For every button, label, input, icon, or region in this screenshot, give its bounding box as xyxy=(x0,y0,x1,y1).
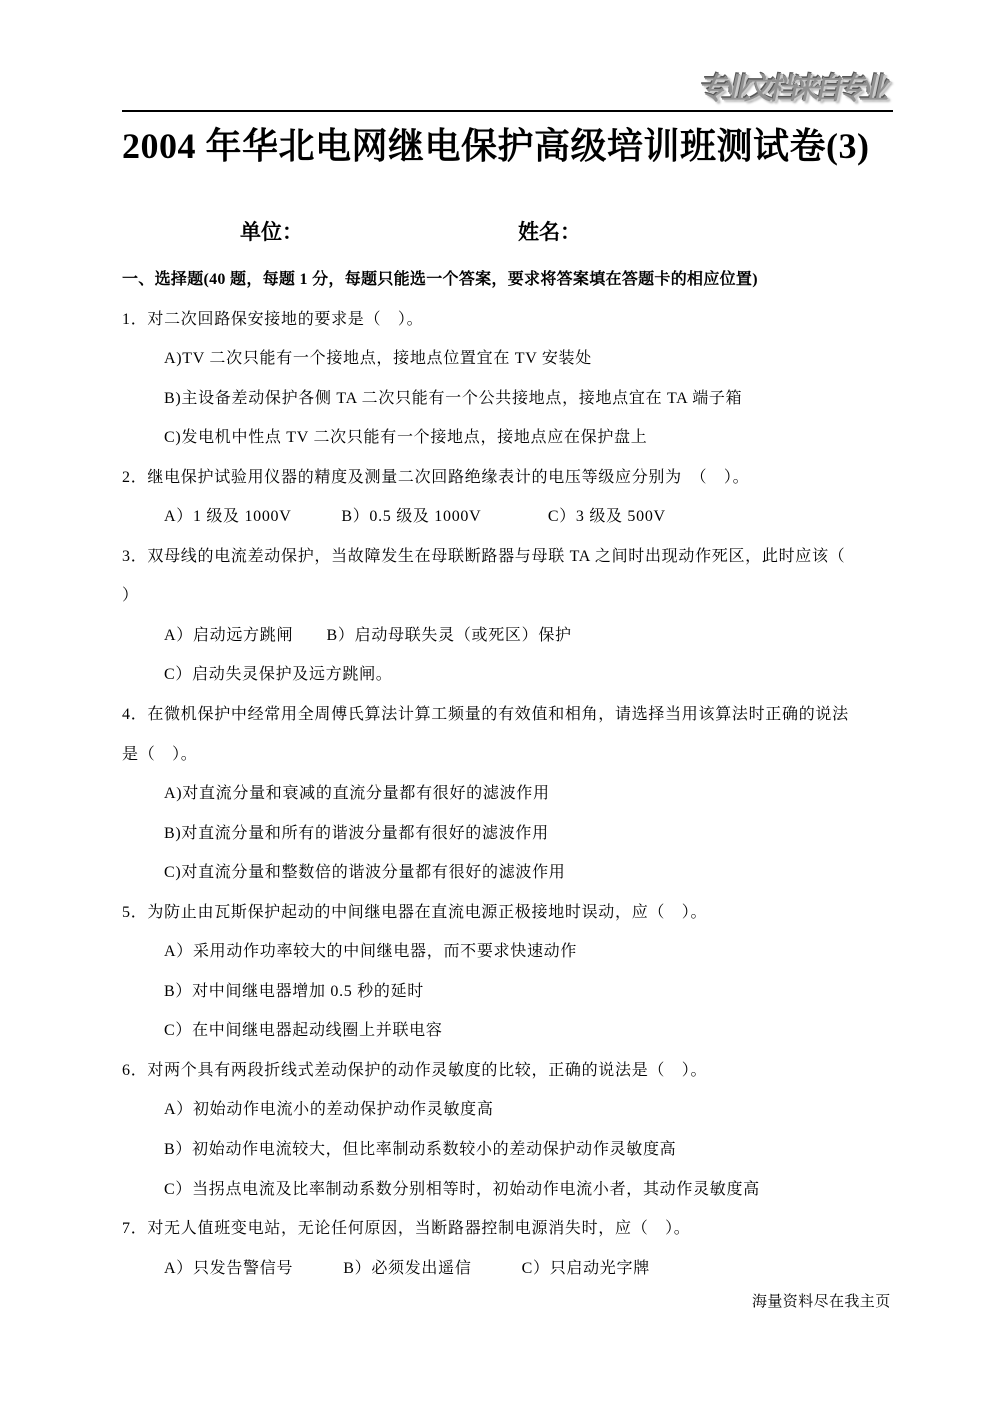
question-4-stem-line-1: 4．在微机保护中经常用全周傅氏算法计算工频量的有效值和相角，请选择当用该算法时正确的说法 xyxy=(122,706,849,724)
question-3-option-c: C）启动失灵保护及远方跳闸。 xyxy=(164,666,393,684)
question-6-option-c: C）当拐点电流及比率制动系数分别相等时，初始动作电流小者，其动作灵敏度高 xyxy=(164,1180,760,1198)
question-4-stem-line-2: 是（ ）。 xyxy=(122,745,198,763)
question-6-option-b: B）初始动作电流较大，但比率制动系数较小的差动保护动作灵敏度高 xyxy=(164,1141,677,1159)
section-header: 一、选择题(40 题，每题 1 分，每题只能选一个答案，要求将答案填在答题卡的相应位置) xyxy=(122,271,758,288)
question-list xyxy=(122,260,922,1288)
question-5-option-c: C）在中间继电器起动线圈上并联电容 xyxy=(164,1022,443,1040)
question-2-stem: 2．继电保护试验用仪器的精度及测量二次回路绝缘表计的电压等级应分别为 （ ）。 xyxy=(122,468,750,486)
footer-note: 海量资料尽在我主页 xyxy=(752,1294,891,1310)
question-6-stem: 6．对两个具有两段折线式差动保护的动作灵敏度的比较，正确的说法是（ ）。 xyxy=(122,1061,708,1079)
name-label: 姓名： xyxy=(518,220,581,244)
question-4-option-b: B)对直流分量和所有的谐波分量都有很好的滤波作用 xyxy=(164,824,549,842)
question-1-option-b: B)主设备差动保护各侧 TA 二次只能有一个公共接地点，接地点宜在 TA 端子箱 xyxy=(164,389,743,407)
question-5-option-b: B）对中间继电器增加 0.5 秒的延时 xyxy=(164,982,424,1000)
question-1-option-a: A)TV 二次只能有一个接地点，接地点位置宜在 TV 安装处 xyxy=(164,350,592,368)
question-7-options: A）只发告警信号 B）必须发出遥信 C）只启动光字牌 xyxy=(164,1259,650,1277)
question-5-option-a: A）采用动作功率较大的中间继电器，而不要求快速动作 xyxy=(164,943,578,961)
question-7-stem: 7．对无人值班变电站，无论任何原因，当断路器控制电源消失时，应（ ）。 xyxy=(122,1220,691,1238)
unit-label: 单位： xyxy=(240,220,303,244)
question-6-option-a: A）初始动作电流小的差动保护动作灵敏度高 xyxy=(164,1101,494,1119)
watermark-logo: 专业文档来自专业 xyxy=(696,72,888,106)
question-2-options: A）1 级及 1000V B）0.5 级及 1000V C）3 级及 500V xyxy=(164,508,666,526)
question-1-stem: 1．对二次回路保安接地的要求是（ ）。 xyxy=(122,310,424,328)
question-3-stem-line-1: 3．双母线的电流差动保护，当故障发生在母联断路器与母联 TA 之间时出现动作死区，此时应该（ xyxy=(122,547,846,565)
question-3-options-ab: A）启动远方跳闸 B）启动母联失灵（或死区）保护 xyxy=(164,626,572,644)
header-divider xyxy=(122,110,893,112)
question-4-option-a: A)对直流分量和衰减的直流分量都有很好的滤波作用 xyxy=(164,785,550,803)
page-title: 2004 年华北电网继电保护高级培训班测试卷(3) xyxy=(122,126,870,166)
question-3-stem-line-2: ） xyxy=(122,587,139,605)
question-1-option-c: C)发电机中性点 TV 二次只能有一个接地点，接地点应在保护盘上 xyxy=(164,429,648,447)
question-5-stem: 5．为防止由瓦斯保护起动的中间继电器在直流电源正极接地时误动，应（ ）。 xyxy=(122,903,708,921)
question-4-option-c: C)对直流分量和整数倍的谐波分量都有很好的滤波作用 xyxy=(164,864,566,882)
